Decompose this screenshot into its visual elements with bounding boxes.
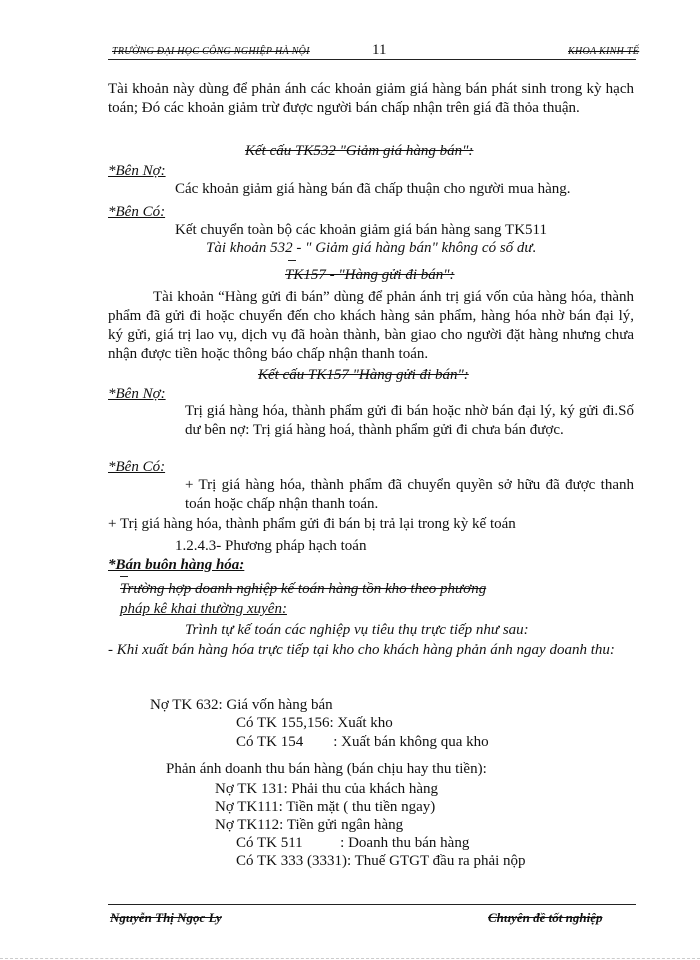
wholesale-heading: *Bán buôn hàng hóa: — [108, 557, 245, 573]
tk157-debit-text: Trị giá hàng hóa, thành phẩm gửi đi bán hoặc nhờ bán đại lý, ký gửi đi.Số dư bên nợ: Trị giá hàng hoá, thành phẩm gửi đi chưa bán được. — [185, 403, 634, 438]
tk532-credit-text: Kết chuyển toàn bộ các khoản giảm giá bán hàng sang TK511 — [175, 222, 547, 238]
page-number: 11 — [372, 42, 387, 58]
entry-debit-632: Nợ TK 632: Giá vốn hàng bán — [150, 697, 333, 713]
footer-title: Chuyên đề tốt nghiệp — [488, 910, 603, 925]
entry-debit-131: Nợ TK 131: Phải thu của khách hàng — [215, 781, 439, 797]
tk532-debit-label: *Bên Nợ: — [108, 163, 166, 179]
tk532-debit-text: Các khoản giảm giá hàng bán đã chấp thuận cho người mua hàng. — [175, 181, 571, 197]
tk157-title: TK157 - "Hàng gửi đi bán": — [285, 267, 455, 283]
page-bottom-edge — [0, 958, 700, 959]
revenue-heading: Phản ánh doanh thu bán hàng (bán chịu hay thu tiền): — [166, 761, 487, 777]
entry-credit-511: Có TK 511 : Doanh thu bán hàng — [236, 835, 470, 851]
footer-author: Nguyễn Thị Ngọc Ly — [110, 910, 222, 925]
case-line-1: Trường hợp doanh nghiệp kế toán hàng tồn kho theo phương — [120, 581, 487, 597]
case-line-2: pháp kê khai thường xuyên: — [120, 601, 287, 617]
tk157-description: Tài khoản “Hàng gửi đi bán” dùng để phản ánh trị giá vốn của hàng hóa, thành phẩm đã gửi đi hoặc chuyển đến cho khách hàng sản phẩm, hàng hóa nhờ bán đại lý, ký gửi, giá trị lao vụ, dịch vụ đã hoàn thành, bàn giao cho người đặt hàng nhưng chưa nhận được tiền hoặc thông báo chấp nhận thanh toán. — [108, 289, 634, 362]
dash-mark — [120, 576, 128, 577]
entry-debit-112: Nợ TK112: Tiền gửi ngân hàng — [215, 817, 404, 833]
tk157-structure-title: Kết cấu TK157 "Hàng gửi đi bán": — [258, 367, 469, 383]
header-rule — [108, 59, 636, 60]
entry-debit-111: Nợ TK111: Tiền mặt ( thu tiền ngay) — [215, 799, 436, 815]
entry-credit-154: Có TK 154 : Xuất bán không qua kho — [236, 734, 489, 750]
dash-mark — [288, 260, 296, 261]
header-school: TRƯỜNG ĐẠI HỌC CÔNG NGHIỆP HÀ NỘI — [112, 46, 310, 57]
tk157-credit-item2: + Trị giá hàng hóa, thành phẩm gửi đi bán bị trả lại trong kỳ kế toán — [108, 516, 516, 532]
footer-rule — [108, 904, 636, 905]
method-heading: 1.2.4.3- Phương pháp hạch toán — [175, 538, 367, 554]
tk532-structure-title: Kết cấu TK532 "Giảm giá hàng bán": — [245, 143, 474, 159]
header-faculty: KHOA KINH TẾ — [568, 46, 640, 57]
entry-credit-155-156: Có TK 155,156: Xuất kho — [236, 715, 393, 731]
sequence-line: Trình tự kế toán các nghiệp vụ tiêu thụ trực tiếp như sau: — [185, 622, 529, 638]
intro-paragraph: Tài khoản này dùng để phản ánh các khoản giảm giá hàng bán phát sinh trong kỳ hạch toán; Đó các khoản giảm trừ được người bán chấp nhận trên giá đã thỏa thuận. — [108, 81, 634, 116]
entry-credit-333: Có TK 333 (3331): Thuế GTGT đầu ra phải nộp — [236, 853, 526, 869]
tk532-note: Tài khoản 532 - " Giảm giá hàng bán" không có số dư. — [206, 240, 537, 256]
tk157-credit-item1: + Trị giá hàng hóa, thành phẩm đã chuyển quyền sở hữu đã được thanh toán hoặc chấp nhận thanh toán. — [185, 477, 634, 512]
tk157-debit-label: *Bên Nợ: — [108, 386, 166, 402]
tk157-credit-label: *Bên Có: — [108, 459, 166, 475]
direct-sale-paragraph: - Khi xuất bán hàng hóa trực tiếp tại kho cho khách hàng phản ánh ngay doanh thu: — [108, 642, 615, 658]
tk532-credit-label: *Bên Có: — [108, 204, 166, 220]
